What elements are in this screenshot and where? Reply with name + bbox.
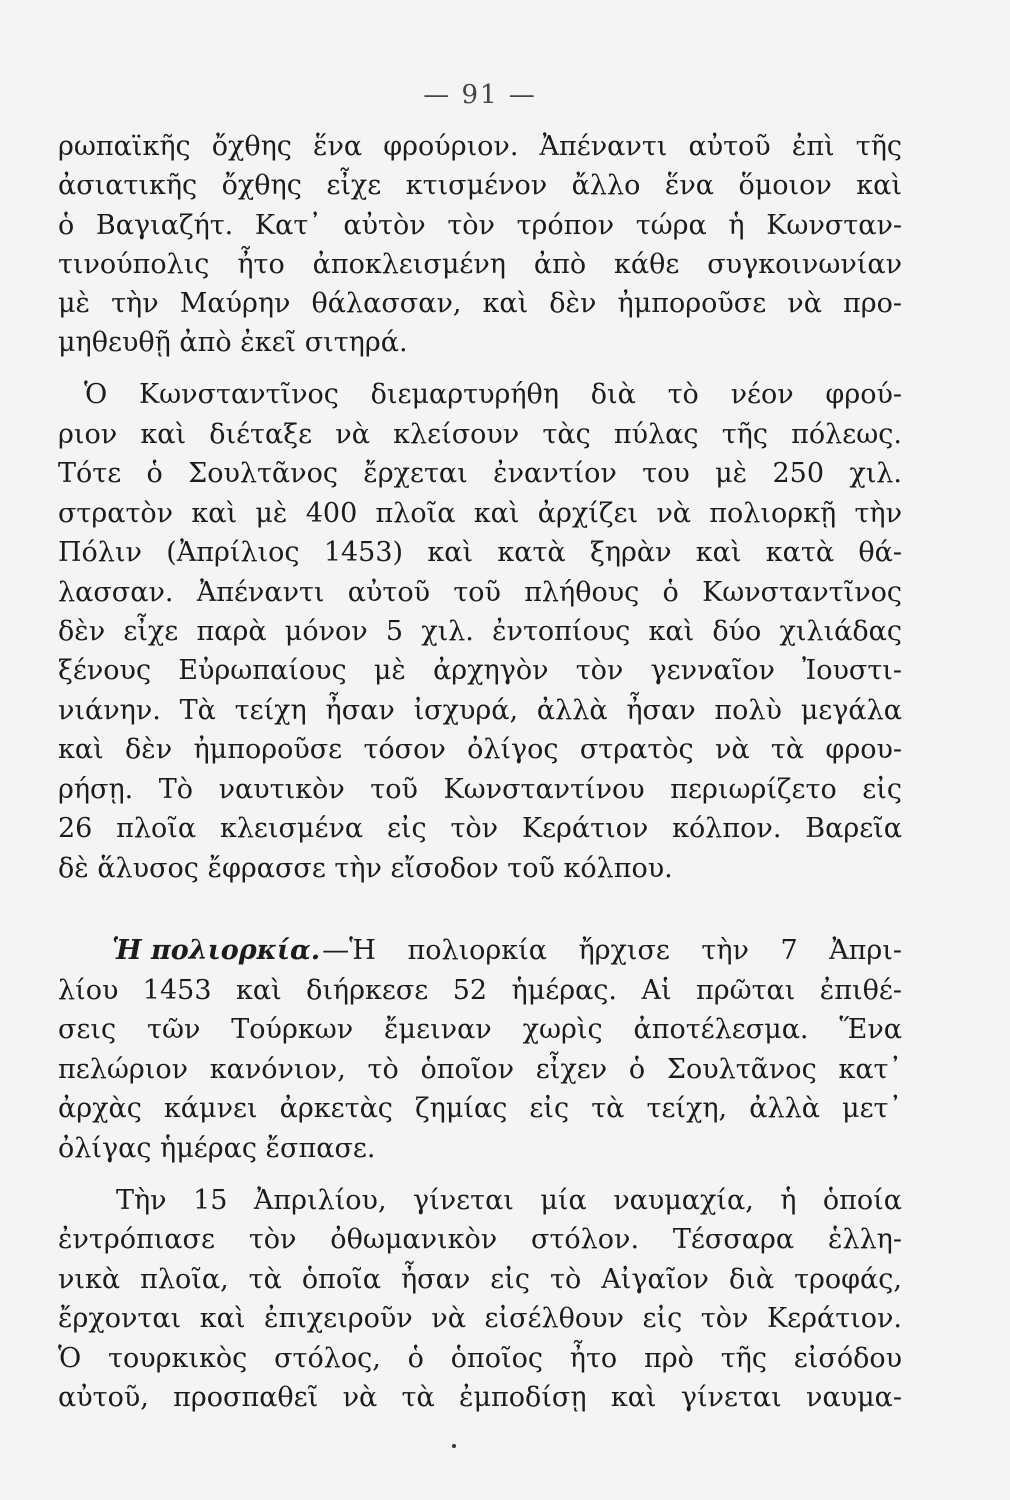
text-line: πελώριον κανόνιον, τὸ ὁποῖον εἶχεν ὁ Σουλτᾶνος κατ᾽ bbox=[58, 1054, 902, 1085]
text-line: μηθευθῇ ἀπὸ ἐκεῖ σιτηρά. bbox=[58, 327, 408, 358]
text-line: ρωπαϊκῆς ὄχθης ἕνα φρούριον. Ἀπέναντι αὐτοῦ ἐπὶ τῆς bbox=[58, 131, 902, 162]
text-line: λασσαν. Ἀπέναντι αὐτοῦ τοῦ πλήθους ὁ Κωνσταντῖνος bbox=[58, 577, 902, 608]
text-line: ἀρχὰς κάμνει ἀρκετὰς ζημίας εἰς τὰ τείχη, ἀλλὰ μετ᾽ bbox=[58, 1093, 902, 1124]
text-line: ἔρχονται καὶ ἐπιχειροῦν νὰ εἰσέλθουν εἰς τὸν Κεράτιον. bbox=[58, 1303, 902, 1334]
text-line: στρατὸν καὶ μὲ 400 πλοῖα καὶ ἀρχίζει νὰ πολιορκῇ τὴν bbox=[58, 498, 902, 529]
text-line: αὐτοῦ, προσπαθεῖ νὰ τὰ ἐμποδίσῃ καὶ γίνεται ναυμα- bbox=[58, 1382, 902, 1413]
page-number: — 91 — bbox=[423, 80, 537, 110]
section-heading: Ἡ πολιορκία. bbox=[112, 935, 321, 966]
text-line: Ὁ Κωνσταντῖνος διεμαρτυρήθη διὰ τὸ νέον φρού- bbox=[84, 379, 902, 410]
text-line: Τότε ὁ Σουλτᾶνος ἔρχεται ἐναντίον του μὲ 250 χιλ. bbox=[58, 458, 902, 489]
text-line: δὲν εἶχε παρὰ μόνον 5 χιλ. ἐντοπίους καὶ δύο χιλιάδας bbox=[58, 616, 902, 647]
text-line: νικὰ πλοῖα, τὰ ὁποῖα ἦσαν εἰς τὸ Αἰγαῖον διὰ τροφάς, bbox=[58, 1264, 902, 1295]
text-line: Πόλιν (Ἀπρίλιος 1453) καὶ κατὰ ξηρὰν καὶ κατὰ θά- bbox=[58, 537, 902, 568]
text-line: καὶ δὲν ἠμποροῦσε τόσον ὀλίγος στρατὸς νὰ τὰ φρου- bbox=[58, 734, 902, 765]
text-line: ριον καὶ διέταξε νὰ κλείσουν τὰς πύλας τῆς πόλεως. bbox=[58, 419, 902, 450]
text-line: λίου 1453 καὶ διήρκεσε 52 ἡμέρας. Αἱ πρῶται ἐπιθέ- bbox=[58, 975, 902, 1006]
text-line: ρήσῃ. Τὸ ναυτικὸν τοῦ Κωνσταντίνου περιωρίζετο εἰς bbox=[58, 774, 902, 805]
section-first-line-text: —Ἡ πολιορκία ἤρχισε τὴν 7 Ἀπρι- bbox=[322, 935, 902, 966]
text-line: δὲ ἅλυσος ἔφρασσε τὴν εἴσοδον τοῦ κόλπου. bbox=[58, 853, 673, 884]
text-line: Τὴν 15 Ἀπριλίου, γίνεται μία ναυμαχία, ἡ ὁποία bbox=[116, 1185, 902, 1216]
text-line: μὲ τὴν Μαύρην θάλασσαν, καὶ δὲν ἠμποροῦσε νὰ προ- bbox=[58, 288, 902, 319]
text-line: 26 πλοῖα κλεισμένα εἰς τὸν Κεράτιον κόλπον. Βαρεῖα bbox=[58, 813, 902, 844]
text-line: Ὁ τουρκικὸς στόλος, ὁ ὁποῖος ἦτο πρὸ τῆς εἰσόδου bbox=[58, 1343, 902, 1374]
section-first-line bbox=[112, 931, 902, 971]
text-line: ὀλίγας ἡμέρας ἔσπασε. bbox=[58, 1133, 376, 1164]
text-line: νιάνην. Τὰ τείχη ἦσαν ἰσχυρά, ἀλλὰ ἦσαν πολὺ μεγάλα bbox=[58, 695, 902, 726]
text-line: σεις τῶν Τούρκων ἔμειναν χωρὶς ἀποτέλεσμα. Ἕνα bbox=[58, 1014, 902, 1045]
text-line: ἀσιατικῆς ὄχθης εἶχε κτισμένον ἄλλο ἕνα ὅμοιον καὶ bbox=[58, 170, 902, 201]
text-line: τινούπολις ἦτο ἀποκλεισμένη ἀπὸ κάθε συγκοινωνίαν bbox=[58, 249, 902, 280]
ink-speck bbox=[452, 1444, 456, 1448]
text-line: ἐντρόπιασε τὸν ὀθωμανικὸν στόλον. Τέσσαρα ἑλλη- bbox=[58, 1224, 902, 1255]
text-line: ὁ Βαγιαζήτ. Κατ᾽ αὐτὸν τὸν τρόπον τώρα ἡ Κωνσταν- bbox=[58, 210, 902, 241]
text-line: ξένους Εὐρωπαίους μὲ ἀρχηγὸν τὸν γενναῖον Ἰουστι- bbox=[58, 655, 902, 686]
